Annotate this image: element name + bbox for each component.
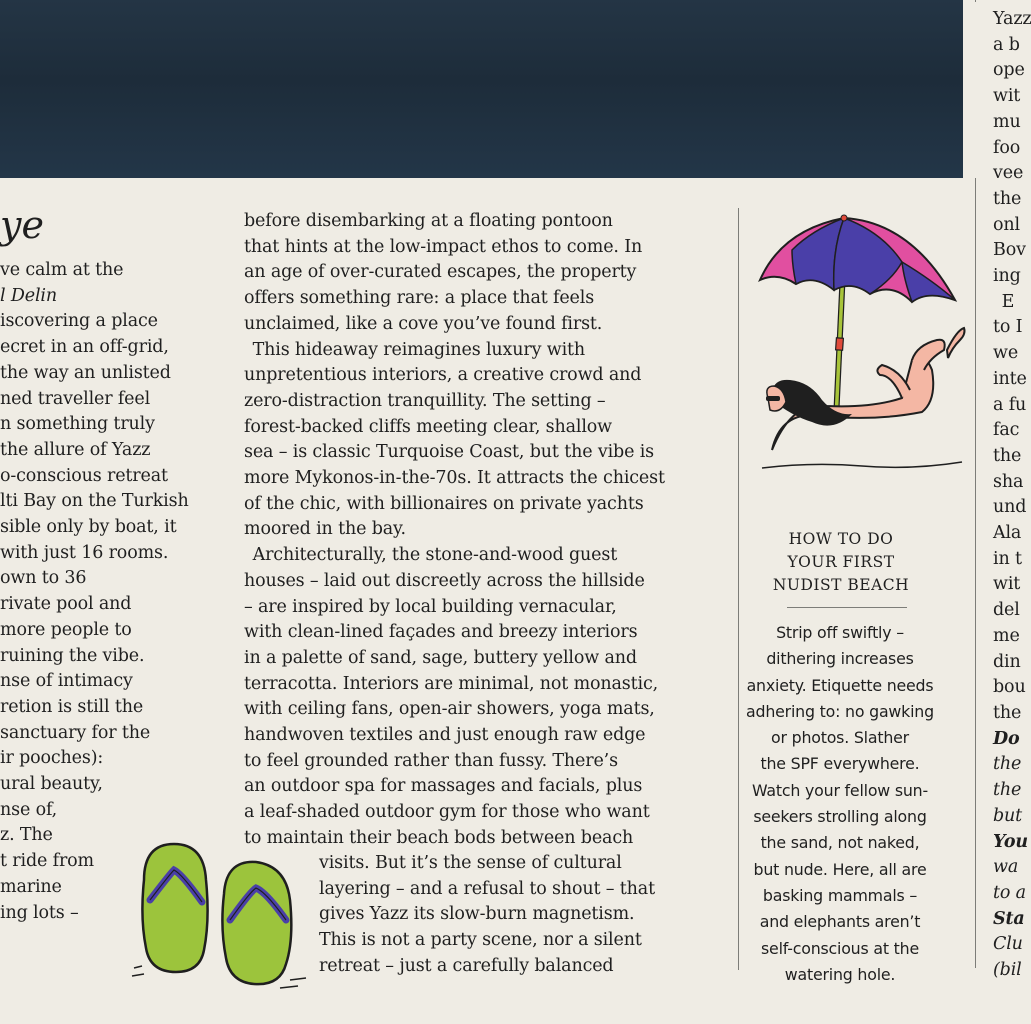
right-column-line: to I — [993, 317, 1023, 338]
column-rule — [975, 0, 976, 2]
right-column-line: vee — [993, 163, 1024, 184]
sidebar-body-line: the sand, not naked, — [760, 833, 920, 853]
left-column-line: marine — [0, 876, 62, 897]
right-column-line: Clu — [993, 934, 1023, 955]
right-column-line: ing — [993, 266, 1021, 287]
right-column-line: din — [993, 651, 1021, 672]
right-column-line: sha — [993, 471, 1024, 492]
left-column-line: sanctuary for the — [0, 722, 151, 743]
left-column-line: retion is still the — [0, 696, 144, 717]
sidebar-body-line: and elephants aren’t — [759, 912, 921, 932]
right-column-line: a fu — [993, 394, 1027, 415]
main-column-line: moored in the bay. — [244, 519, 406, 540]
right-column-line: Sta — [993, 908, 1025, 929]
main-column-line: with ceiling fans, open-air showers, yoga mats, — [244, 699, 655, 720]
right-column-line: inte — [993, 368, 1027, 389]
sidebar-body-line: basking mammals – — [762, 885, 918, 905]
sidebar-title — [748, 528, 934, 597]
right-column-line: but — [993, 805, 1023, 826]
sidebar-body — [745, 620, 935, 988]
main-column-line: an age of over-curated escapes, the property — [244, 262, 637, 283]
right-column-line: und — [993, 497, 1027, 518]
sidebar-body-line: Watch your fellow sun- — [752, 780, 928, 800]
sidebar-body-line: adhering to: no gawking — [746, 701, 934, 721]
right-column-line: a b — [993, 34, 1020, 55]
right-column-line: Bov — [993, 240, 1026, 261]
flip-flops-illustration — [130, 840, 315, 995]
main-column-line: to feel grounded rather than fussy. There’s — [244, 750, 618, 771]
main-column-line: a leaf-shaded outdoor gym for those who want — [244, 802, 650, 823]
main-column-indented-text — [319, 851, 655, 980]
main-column-line: offers something rare: a place that feels — [244, 288, 595, 309]
sidebar-body-line: dithering increases — [766, 649, 914, 669]
main-column-line: Architecturally, the stone-and-wood guest — [244, 545, 618, 566]
left-column-line: ir pooches): — [0, 748, 104, 769]
main-column-line: of the chic, with billionaires on private yachts — [244, 493, 644, 514]
sidebar-body-line: but nude. Here, all are — [753, 859, 927, 879]
main-column-line: before disembarking at a floating pontoon — [244, 211, 613, 231]
right-column-line: ope — [993, 60, 1025, 81]
main-column-line: forest-backed cliffs meeting clear, shallow — [244, 416, 612, 437]
right-column-line: me — [993, 625, 1020, 646]
sidebar-body-line: self-conscious at the — [761, 938, 919, 958]
main-column-line: This hideaway reimagines luxury with — [244, 339, 586, 360]
left-column-text — [0, 258, 189, 926]
main-column-line: an outdoor spa for massages and facials, plus — [244, 776, 643, 797]
right-column-line: we — [993, 343, 1019, 364]
main-column-text — [244, 209, 665, 852]
main-column-line: that hints at the low-impact ethos to come. In — [244, 236, 643, 257]
main-column-line: in a palette of sand, sage, buttery yellow and — [244, 647, 637, 668]
main-column-line: handwoven textiles and just enough raw edge — [244, 725, 646, 746]
left-column-line: sible only by boat, it — [0, 517, 177, 538]
sidebar-body-line: or photos. Slather — [771, 728, 909, 748]
left-column-line: the allure of Yazz — [0, 439, 151, 460]
left-column-line: ecret in an off-grid, — [0, 337, 169, 358]
main-column-line: visits. But it’s the sense of cultural — [319, 853, 622, 873]
main-column-line: houses – laid out discreetly across the hillside — [244, 570, 645, 591]
left-column-line: n something truly — [0, 414, 155, 435]
left-column-line: iscovering a place — [0, 311, 158, 332]
left-column-line: rivate pool and — [0, 594, 132, 615]
left-column-line: nse of, — [0, 799, 58, 820]
right-column-line: onl — [993, 214, 1020, 235]
main-column-line: retreat – just a carefully balanced — [319, 955, 614, 976]
left-column-line: ve calm at the — [0, 260, 124, 280]
right-column-line: Do — [993, 728, 1020, 749]
right-column-line: to a — [993, 882, 1026, 903]
sidebar-title-line: YOUR FIRST — [787, 553, 895, 571]
right-column-line: the — [993, 188, 1022, 209]
left-column-line: o-conscious retreat — [0, 465, 168, 486]
main-column-line: gives Yazz its slow-burn magnetism. — [319, 904, 635, 925]
right-column-line: in t — [993, 548, 1022, 569]
left-column-line: ruining the vibe. — [0, 645, 145, 666]
right-column-line: the — [993, 754, 1022, 775]
left-column-line: own to 36 — [0, 568, 87, 589]
main-column-line: sea – is classic Turquoise Coast, but the vibe is — [244, 442, 654, 463]
sidebar-title-line: NUDIST BEACH — [772, 576, 910, 594]
right-column-line: the — [993, 702, 1022, 723]
right-column-line: the — [993, 780, 1022, 801]
hero-photo — [0, 0, 963, 178]
sidebar-divider — [787, 607, 907, 608]
right-column-line: del — [993, 600, 1020, 621]
left-column-line: the way an unlisted — [0, 362, 171, 383]
right-column-line: the — [993, 445, 1022, 466]
sidebar-body-line: seekers strolling along — [753, 807, 927, 827]
right-column-line: wa — [993, 857, 1019, 878]
column-rule — [975, 178, 976, 968]
left-column-line: l Delin — [0, 285, 57, 306]
main-column-line: unpretentious interiors, a creative crowd and — [244, 365, 642, 386]
sidebar-body-line: the SPF everywhere. — [760, 754, 920, 774]
main-column-line: – are inspired by local building vernacular, — [244, 596, 617, 617]
sidebar-body-line: Strip off swiftly – — [776, 623, 904, 642]
right-column-line: foo — [993, 137, 1021, 158]
right-column-line: Yazz — [993, 9, 1031, 29]
left-column-line: t ride from — [0, 851, 95, 872]
right-column-line: fac — [993, 420, 1020, 441]
left-column-line: more people to — [0, 619, 132, 640]
main-column-line: more Mykonos-in-the-70s. It attracts the chicest — [244, 468, 665, 489]
sidebar-body-line: watering hole. — [784, 964, 896, 984]
right-column-line: (bil — [993, 960, 1022, 981]
left-column-line: with just 16 rooms. — [0, 542, 169, 563]
main-column-line: This is not a party scene, nor a silent — [319, 930, 642, 951]
right-column-line: Ala — [993, 523, 1022, 544]
left-column-line: lti Bay on the Turkish — [0, 491, 189, 512]
main-column-line: terracotta. Interiors are minimal, not monastic, — [244, 673, 659, 694]
right-column-line: wit — [993, 86, 1021, 107]
left-column-line: ing lots – — [0, 902, 79, 923]
right-column-line: mu — [993, 111, 1021, 132]
main-column-line: to maintain their beach bods between beach — [244, 827, 634, 848]
right-column-text — [993, 7, 1031, 984]
main-column-line: layering – and a refusal to shout – that — [319, 878, 655, 899]
headline-fragment: ye — [0, 203, 44, 247]
sidebar-body-line: anxiety. Etiquette needs — [746, 675, 934, 695]
right-column-line: wit — [993, 574, 1021, 595]
main-column-line: zero-distraction tranquillity. The setting – — [244, 390, 606, 411]
main-column-line: unclaimed, like a cove you’ve found first. — [244, 313, 603, 334]
left-column-line: ned traveller feel — [0, 388, 151, 409]
right-column-line: bou — [993, 677, 1026, 698]
main-column-line: with clean-lined façades and breezy interiors — [244, 622, 638, 643]
right-column-line: E — [993, 291, 1015, 312]
right-column-line: You — [993, 831, 1028, 852]
left-column-line: ural beauty, — [0, 774, 103, 795]
left-column-line: z. The — [0, 825, 53, 846]
column-rule — [738, 208, 739, 970]
left-column-line: nse of intimacy — [0, 671, 133, 692]
sidebar-title-line: HOW TO DO — [788, 530, 894, 548]
sunbather-umbrella-illustration — [752, 210, 967, 488]
